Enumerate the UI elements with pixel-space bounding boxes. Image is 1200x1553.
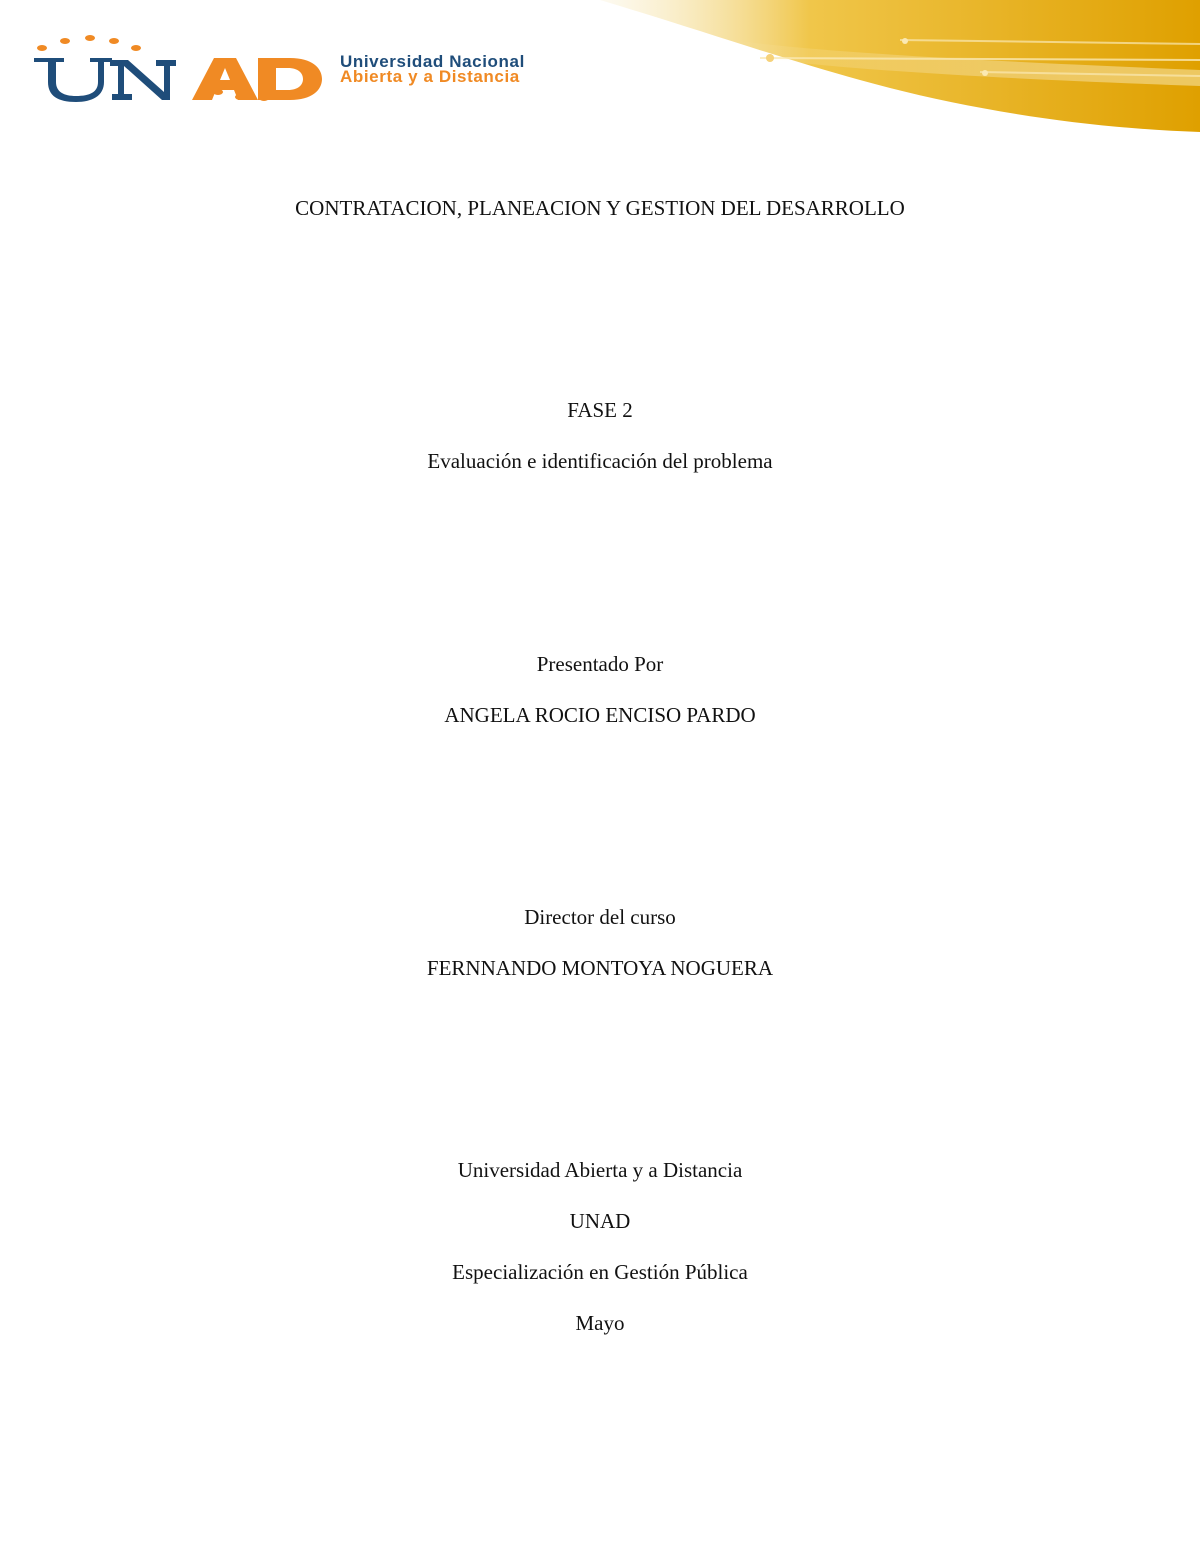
document-subtitle: Evaluación e identificación del problema	[427, 449, 773, 473]
logo-wordmark	[340, 54, 525, 84]
unad-logo	[34, 35, 322, 102]
document-month: Mayo	[575, 1311, 625, 1335]
phase-label: FASE 2	[567, 398, 633, 422]
director-label: Director del curso	[524, 905, 676, 929]
director-name: FERNNANDO MONTOYA NOGUERA	[426, 956, 774, 980]
program-name: Especialización en Gestión Pública	[452, 1260, 748, 1284]
university-name: Universidad Abierta y a Distancia	[457, 1158, 743, 1182]
logo-line-2: Abierta y a Distancia	[340, 67, 520, 86]
gold-swoosh-decoration	[600, 0, 1200, 132]
presented-by-label: Presentado Por	[536, 652, 664, 676]
logo-line-1: Universidad Nacional	[340, 52, 525, 71]
header-banner	[0, 0, 1200, 140]
author-name: ANGELA ROCIO ENCISO PARDO	[444, 703, 756, 727]
document-title: CONTRATACION, PLANEACION Y GESTION DEL DESARROLLO	[295, 196, 905, 220]
university-acronym: UNAD	[569, 1209, 631, 1233]
